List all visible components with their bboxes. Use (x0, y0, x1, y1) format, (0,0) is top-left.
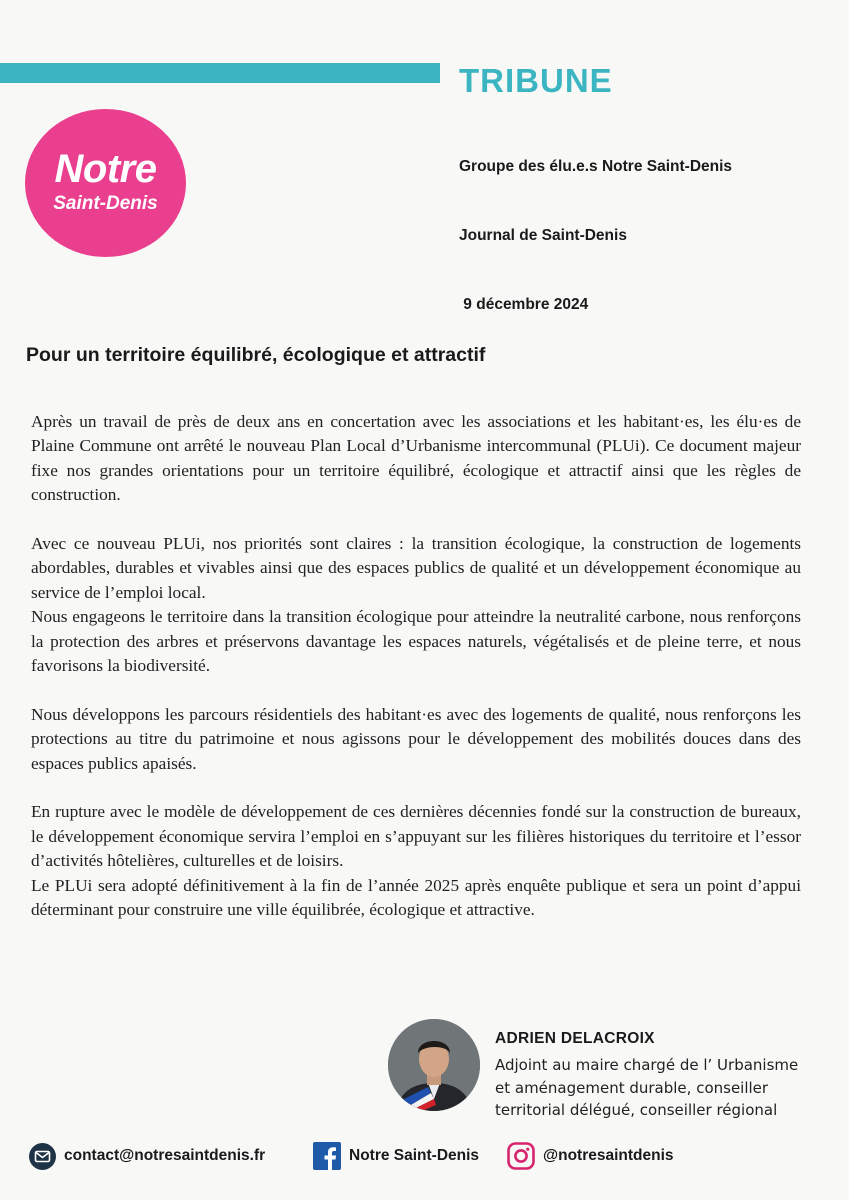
article-paragraph: En rupture avec le modèle de développement de ces dernières décennies fondé sur la construction de bureaux, le développement économique servira l’emploi en s’appuyant sur les filières historiques du territoire et l’essor d’activités hôtelières, culturelles et de loisirs. (31, 802, 801, 871)
publication-name: Journal de Saint-Denis (459, 227, 627, 244)
facebook-icon (313, 1142, 341, 1170)
article-paragraph: Après un travail de près de deux ans en concertation avec les associations et les habitant·es, les élu·es de Plaine Commune ont arrêté le nouveau Plan Local d’Urbanisme intercommunal (PLUi). Ce document majeur fixe nos grandes orientations pour un territoire équilibré, écologique et attractif ainsi que les règles de construction. (31, 412, 801, 505)
instagram-contact[interactable] (507, 1142, 674, 1170)
instagram-handle[interactable]: @notresaintdenis (543, 1147, 674, 1164)
instagram-icon (507, 1142, 535, 1170)
email-contact[interactable] (29, 1142, 265, 1170)
author-photo (388, 1019, 480, 1111)
article-paragraph: Le PLUi sera adopté définitivement à la fin de l’année 2025 après enquête publique et sera un point d’appui déterminant pour construire une ville équilibrée, écologique et attractive. (31, 875, 801, 920)
facebook-contact[interactable] (313, 1142, 479, 1170)
author-role-line: territorial délégué, conseiller régional (495, 1101, 778, 1120)
article-paragraph: Nous développons les parcours résidentiels des habitant·es avec des logements de qualité, nous renforçons les protections au titre du patrimoine et nous agissons pour le développement des mobilités douces dans des espaces publics apaisés. (31, 704, 801, 773)
logo-line-1: Notre (54, 147, 157, 191)
page-title: TRIBUNE (459, 62, 613, 99)
header-meta (459, 109, 732, 339)
mail-icon (29, 1143, 56, 1170)
article-headline: Pour un territoire équilibré, écologique et attractif (26, 344, 486, 366)
author-name: ADRIEN DELACROIX (495, 1030, 655, 1047)
article-paragraph: Nous engageons le territoire dans la transition écologique pour atteindre la neutralité carbone, nous renforçons la protection des arbres et préservons davantage les espaces naturels, végétalisés et de pleine terre, et nous favorisons la biodiversité. (31, 607, 801, 676)
group-name: Groupe des élu.e.s Notre Saint-Denis (459, 158, 733, 175)
email-address[interactable]: contact@notresaintdenis.fr (64, 1147, 266, 1164)
facebook-page[interactable]: Notre Saint-Denis (349, 1147, 480, 1164)
author-role-line: Adjoint au maire chargé de l’ Urbanisme (495, 1056, 799, 1074)
publication-date: 9 décembre 2024 (459, 296, 589, 313)
accent-bar (0, 63, 440, 83)
notre-saint-denis-logo (25, 109, 186, 257)
article-body (31, 410, 801, 922)
logo-line-2: Saint-Denis (53, 193, 158, 214)
article-paragraph: Avec ce nouveau PLUi, nos priorités sont claires : la transition écologique, la construction de logements abordables, durables et vivables ainsi que des espaces publics de qualité et un développement économique au service de l’emploi local. (31, 534, 801, 602)
author-role (495, 1054, 825, 1122)
author-role-line: et aménagement durable, conseiller (495, 1078, 769, 1097)
